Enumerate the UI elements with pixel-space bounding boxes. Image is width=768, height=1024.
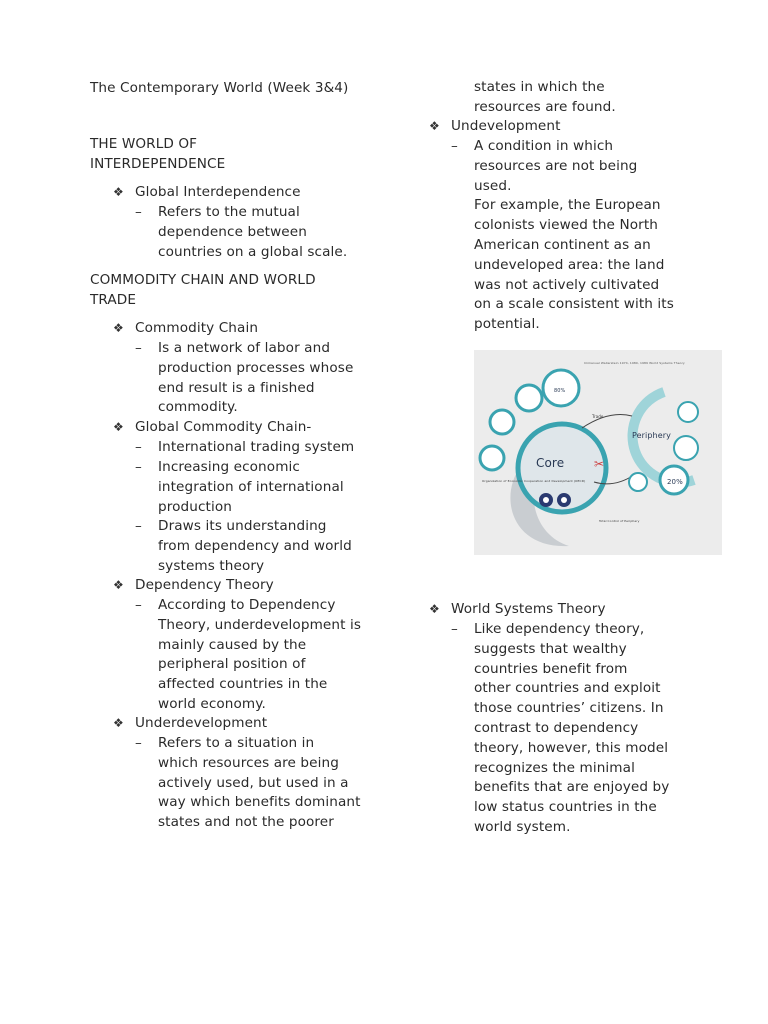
- dash-icon: –: [135, 204, 142, 220]
- bullet-label: Dependency Theory: [135, 577, 274, 593]
- dash-icon: –: [135, 439, 142, 455]
- text-line: production processes whose: [158, 359, 354, 376]
- dash-item: [135, 339, 353, 418]
- text-line: Draws its understanding: [158, 518, 327, 534]
- text-line: theory, however, this model: [474, 739, 669, 756]
- text-line: undeveloped area: the land: [474, 256, 665, 273]
- text-line: resources are found.: [474, 98, 616, 115]
- text-line: Theory, underdevelopment is: [158, 616, 362, 633]
- bubble-icon: [674, 436, 698, 460]
- document-title: The Contemporary World (Week 3&4): [90, 80, 349, 96]
- text-line: world economy.: [158, 695, 266, 712]
- diamond-bullet-icon: ❖: [429, 119, 440, 133]
- heading-commodity-chain: [90, 271, 380, 311]
- oecd-label: Organization of Economic Cooperation and Development (OECD): [482, 479, 586, 483]
- periphery-label: Periphery: [632, 431, 671, 440]
- dash-item: [451, 620, 669, 838]
- diamond-bullet-icon: ❖: [113, 578, 124, 592]
- heading-line: INTERDEPENDENCE: [90, 155, 226, 172]
- dash-item: [135, 203, 347, 262]
- text-line: commodity.: [158, 399, 238, 416]
- bubble-icon: [490, 410, 514, 434]
- bullet-global-commodity-chain: [113, 418, 311, 438]
- bullet-label: World Systems Theory: [451, 601, 606, 617]
- diamond-bullet-icon: ❖: [429, 602, 440, 616]
- text-line: actively used, but used in a: [158, 774, 349, 791]
- diamond-bullet-icon: ❖: [113, 321, 124, 335]
- text-line: used.: [474, 177, 512, 194]
- bullet-label: Commodity Chain: [135, 320, 259, 336]
- text-line: countries on a global scale.: [158, 243, 348, 260]
- core-periphery-diagram: [474, 350, 722, 555]
- bullet-world-systems-theory: [429, 600, 606, 620]
- text-line: colonists viewed the North: [474, 217, 658, 234]
- periphery-percent: 20%: [667, 478, 683, 486]
- bullet-label: Global Interdependence: [135, 184, 301, 200]
- dash-item: [135, 596, 361, 715]
- dash-icon: –: [135, 459, 142, 475]
- dash-item: [135, 438, 354, 458]
- text-line: Refers to a situation in: [158, 735, 315, 751]
- dash-text: [158, 203, 347, 262]
- core-label: Core: [536, 456, 565, 470]
- control-label: Total Control of Periphery: [599, 519, 640, 523]
- dash-item: [135, 734, 361, 833]
- text-line: production: [158, 498, 232, 515]
- dash-text: [474, 137, 674, 335]
- text-line: systems theory: [158, 557, 265, 574]
- text-line: contrast to dependency: [474, 719, 639, 736]
- bullet-commodity-chain: [113, 319, 258, 339]
- dash-icon: –: [451, 621, 458, 637]
- text-line: Is a network of labor and: [158, 340, 331, 356]
- text-line: states and not the poorer: [158, 814, 334, 831]
- dash-icon: –: [135, 597, 142, 613]
- dash-text: [474, 620, 669, 838]
- text-line: recognizes the minimal: [474, 759, 635, 776]
- bullet-undevelopment: [429, 117, 561, 137]
- text-line: suggests that wealthy: [474, 640, 627, 657]
- bubble-icon: [480, 446, 504, 470]
- text-line: from dependency and world: [158, 537, 352, 554]
- text-line: Like dependency theory,: [474, 621, 645, 637]
- bullet-underdevelopment: [113, 714, 267, 734]
- text-line: countries benefit from: [474, 660, 628, 677]
- bubble-icon: [678, 402, 698, 422]
- text-line: potential.: [474, 316, 540, 333]
- bullet-label: Global Commodity Chain-: [135, 419, 312, 435]
- text-line: those countries’ citizens. In: [474, 700, 664, 717]
- bubble-icon: [516, 385, 542, 411]
- text-line: world system.: [474, 818, 571, 835]
- eye-pupil: [561, 497, 567, 503]
- text-line: For example, the European: [474, 197, 661, 214]
- bullet-dependency-theory: [113, 576, 274, 596]
- text-line: which resources are being: [158, 754, 339, 771]
- text-line: benefits that are enjoyed by: [474, 779, 670, 796]
- text-line: resources are not being: [474, 157, 638, 174]
- bubble-icon: [629, 473, 647, 491]
- heading-line: TRADE: [90, 291, 137, 308]
- text-line: Increasing economic: [158, 459, 300, 475]
- text-line: way which benefits dominant: [158, 794, 361, 811]
- scissors-icon: ✂: [594, 457, 605, 471]
- heading-line: THE WORLD OF: [90, 136, 198, 152]
- diagram-svg: [474, 350, 722, 555]
- diamond-bullet-icon: ❖: [113, 185, 124, 199]
- bullet-label: Underdevelopment: [135, 715, 268, 731]
- text-line: states in which the: [474, 79, 605, 95]
- text-line: International trading system: [158, 439, 355, 455]
- text-line: on a scale consistent with its: [474, 296, 674, 313]
- trade-label: Trade: [592, 414, 604, 419]
- diamond-bullet-icon: ❖: [113, 420, 124, 434]
- heading-world-of-interdependence: [90, 135, 380, 175]
- dash-item: [451, 137, 674, 335]
- dash-text: [158, 517, 352, 576]
- bullet-global-interdependence: [113, 183, 301, 203]
- diamond-bullet-icon: ❖: [113, 716, 124, 730]
- dash-icon: –: [135, 518, 142, 534]
- text-line: was not actively cultivated: [474, 276, 660, 293]
- text-line: low status countries in the: [474, 799, 657, 816]
- text-line: affected countries in the: [158, 676, 328, 693]
- dash-item: [135, 458, 344, 517]
- dash-text: [158, 596, 361, 715]
- text-line: dependence between: [158, 223, 307, 240]
- text-line: integration of international: [158, 478, 344, 495]
- bullet-label: Undevelopment: [451, 118, 561, 134]
- trade-arrow: [582, 415, 632, 429]
- eye-pupil: [543, 497, 549, 503]
- text-line: end result is a finished: [158, 379, 315, 396]
- dash-icon: –: [135, 735, 142, 751]
- text-line: American continent as an: [474, 236, 651, 253]
- dash-icon: –: [135, 340, 142, 356]
- dash-text: [158, 438, 354, 458]
- dash-item: [135, 517, 352, 576]
- core-percent: 80%: [554, 388, 566, 394]
- continued-text: [474, 78, 616, 118]
- text-line: peripheral position of: [158, 656, 306, 673]
- text-line: mainly caused by the: [158, 636, 307, 653]
- text-line: other countries and exploit: [474, 680, 661, 697]
- dash-text: [158, 734, 361, 833]
- text-line: A condition in which: [474, 138, 614, 154]
- dash-icon: –: [451, 138, 458, 154]
- text-line: Refers to the mutual: [158, 204, 300, 220]
- heading-line: COMMODITY CHAIN AND WORLD: [90, 272, 316, 288]
- dash-text: [158, 458, 344, 517]
- dash-text: [158, 339, 353, 418]
- diagram-header: Immanuel Wallerstein 1974, 1980, 1989 World Systems Theory: [584, 361, 685, 365]
- text-line: According to Dependency: [158, 597, 336, 613]
